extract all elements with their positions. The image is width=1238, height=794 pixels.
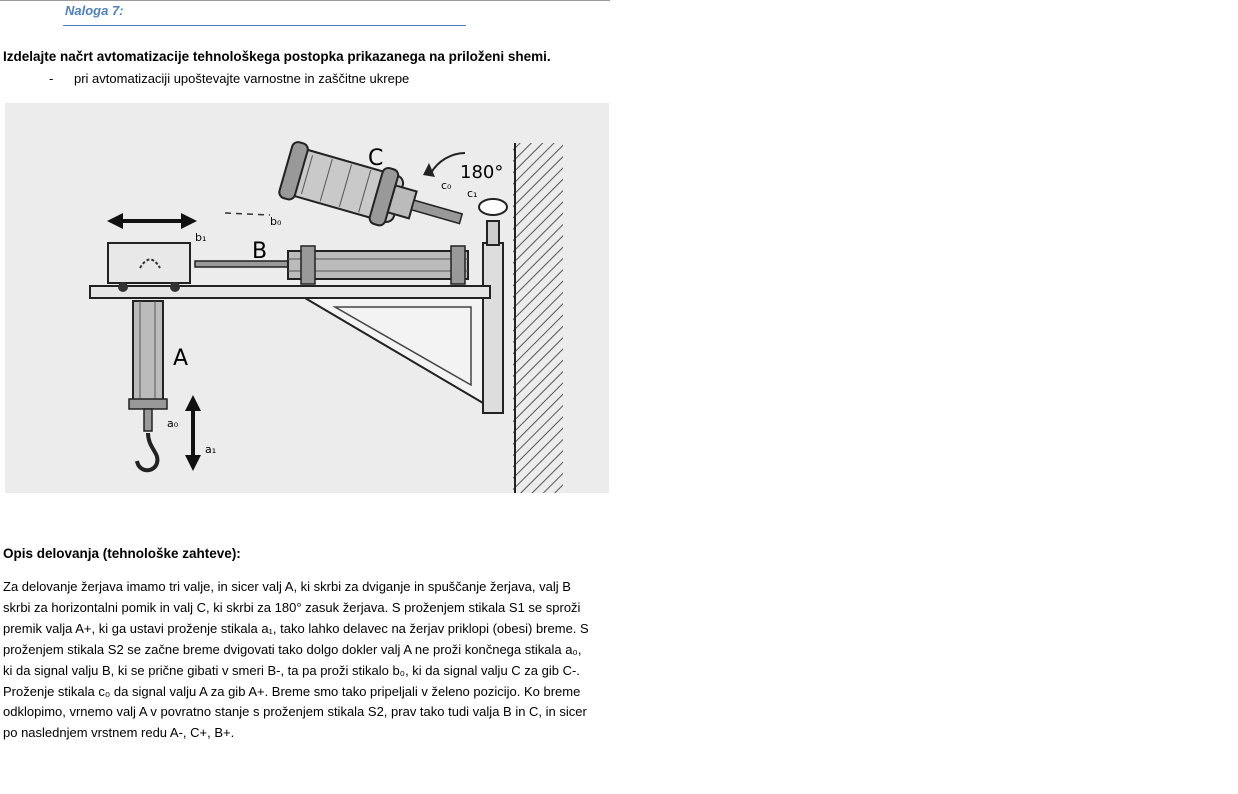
crane-schematic-figure xyxy=(5,103,609,493)
description-line: Za delovanje žerjava imamo tri valje, in sicer valj A, ki skrbi za dviganje in spuščanje žerjava, valj B xyxy=(3,579,571,594)
label-rotation-angle: 180° xyxy=(460,162,504,183)
task-title: Izdelajte načrt avtomatizacije tehnološkega postopka prikazanega na priloženi shemi. xyxy=(3,49,551,64)
pivot-post xyxy=(483,243,503,413)
description-line: proženjem stikala S2 se začne breme dvigovati tako dolgo dokler valj A ne proži končnega stikala a₀, xyxy=(3,641,582,657)
description-paragraph xyxy=(3,577,611,744)
bullet-marker: - xyxy=(49,71,54,86)
label-switch-b1: b₁ xyxy=(195,231,207,244)
task-number-heading: Naloga 7: xyxy=(65,3,124,18)
cylinder-a-rod xyxy=(144,409,152,431)
wall-hatching xyxy=(513,143,563,493)
label-switch-a1: a₁ xyxy=(205,443,217,456)
label-switch-a0: a₀ xyxy=(167,417,179,430)
description-line: odklopimo, vrnemo valj A v povratno stanje s proženjem stikala S2, prav tako tudi valja B in C, in sicer xyxy=(3,704,587,720)
label-switch-c1: c₁ xyxy=(467,187,478,200)
label-switch-c0: c₀ xyxy=(441,179,452,192)
pivot-top xyxy=(487,221,499,245)
label-cylinder-c: C xyxy=(368,146,384,171)
trolley-wheel-right xyxy=(170,282,180,292)
description-line: Proženje stikala c₀ da signal valju A za gib A+. Breme smo tako pripeljali v želeno pozicijo. Ko breme xyxy=(3,683,581,699)
heading-underline xyxy=(63,25,466,26)
trolley-box xyxy=(108,243,190,283)
pivot-cam xyxy=(479,199,507,215)
task-bullet: pri avtomatizaciji upoštevajte varnostne in zaščitne ukrepe xyxy=(74,71,410,86)
description-heading: Opis delovanja (tehnološke zahteve): xyxy=(3,546,241,561)
label-cylinder-b: B xyxy=(252,239,268,264)
crane-arm xyxy=(90,286,490,298)
description-line: po naslednjem vrstnem redu A-, C+, B+. xyxy=(3,725,235,741)
description-line: ki da signal valju B, ki se prične gibati v smeri B-, ta pa proži stikalo b₀, ki da signal valju C za gib C-. xyxy=(3,662,580,678)
top-border-line xyxy=(0,0,610,1)
cylinder-a-body xyxy=(133,301,163,401)
description-line: premik valja A+, ki ga ustavi proženje stikala a₁, tako lahko delavec na žerjav priklopi (obesi) breme. S xyxy=(3,620,589,636)
label-switch-b0: b₀ xyxy=(270,215,282,228)
crane-hook xyxy=(137,433,157,470)
trolley-wheel-left xyxy=(118,282,128,292)
cylinder-b-rod xyxy=(195,261,290,267)
crane-schematic-drawing xyxy=(5,103,609,493)
label-cylinder-a: A xyxy=(173,346,189,371)
support-bracket xyxy=(305,298,483,403)
description-line: skrbi za horizontalni pomik in valj C, ki skrbi za 180° zasuk žerjava. S proženjem stikala S1 se sproži xyxy=(3,599,581,615)
